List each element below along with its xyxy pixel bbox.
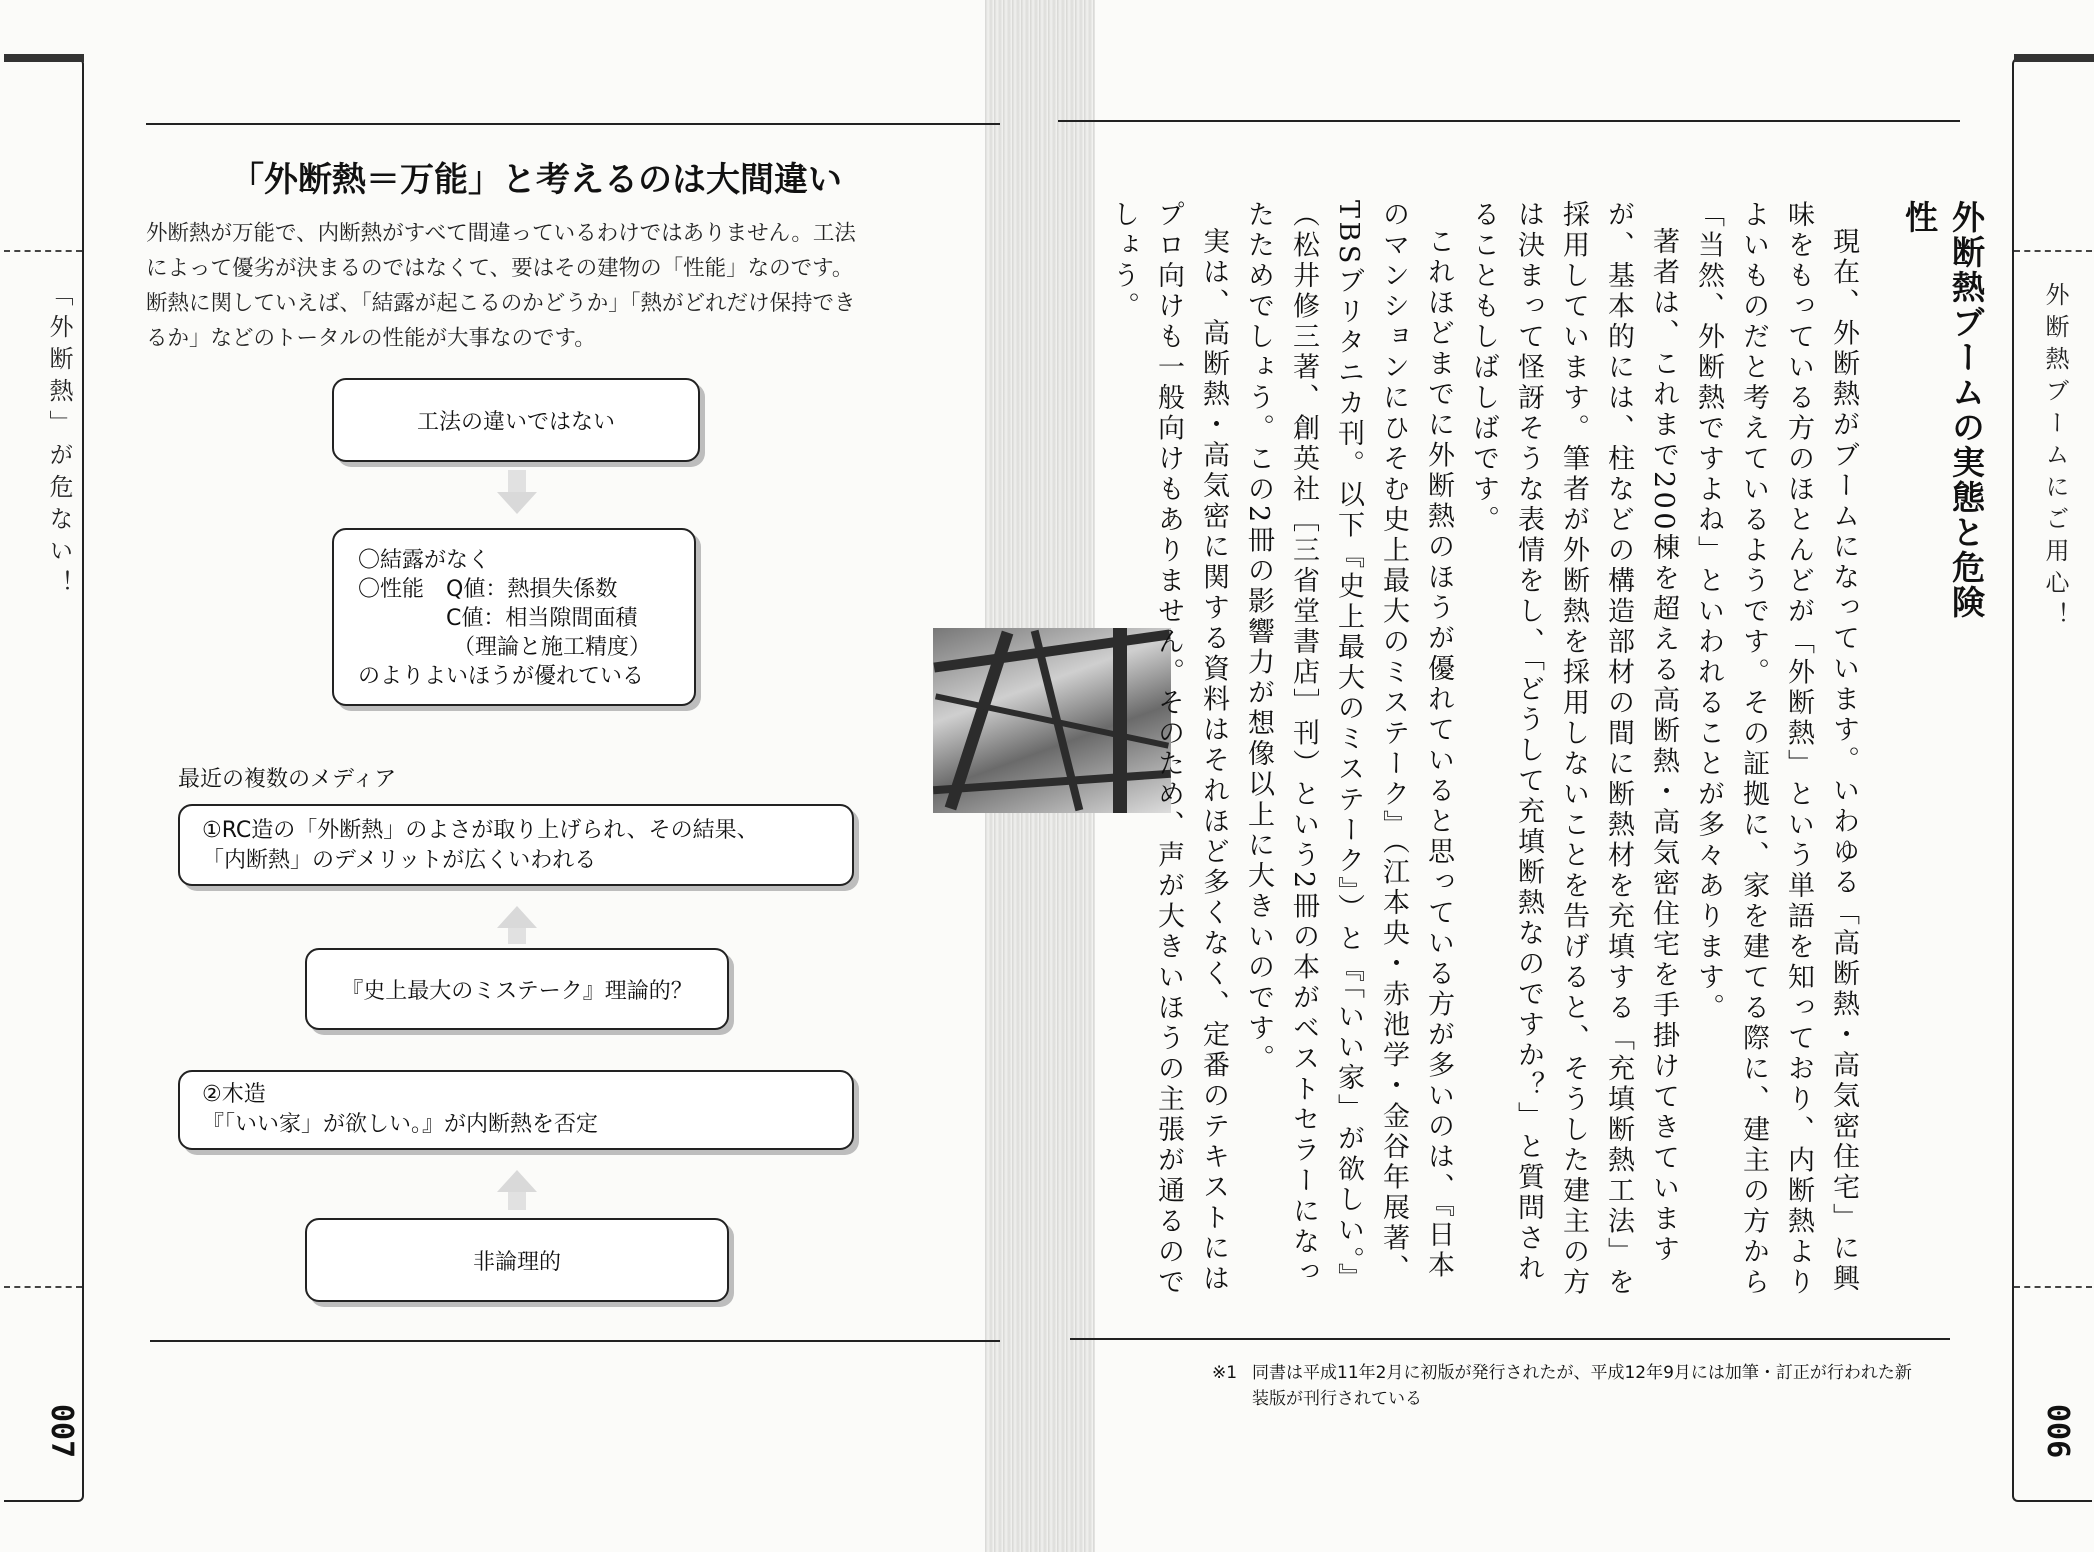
diagram-box-line: のよりよいほうが優れている: [358, 664, 645, 689]
intro-line: るか」などのトータルの性能が大事なのです。: [146, 326, 596, 351]
arrow-up-shaft: [508, 928, 526, 944]
diagram-box-line: ①RC造の「外断熱」のよさが取り上げられ、その結果、: [202, 818, 759, 843]
intro-text: [146, 216, 906, 356]
diagram-box-rc: [178, 804, 854, 886]
left-page-number: 007: [44, 1404, 79, 1459]
diagram-box-line: 『「いい家」が欲しい。』が内断熱を否定: [202, 1112, 599, 1137]
page-title: 「外断熱＝万能」と考えるのは大間違い: [230, 160, 842, 200]
diagram-box-text: 工法の違いではない: [416, 409, 615, 435]
diagram-box-text: 非論理的: [472, 1249, 561, 1275]
intro-line: 断熱に関していえば、「結露が起こるのかどうか」「熱がどれだけ保持でき: [146, 291, 856, 316]
right-tab-divider: [2014, 1286, 2092, 1288]
left-tab-divider: [4, 250, 82, 252]
diagram-box-performance: [332, 528, 696, 706]
arrow-up-icon: [497, 906, 537, 928]
right-tab-label: 外断熱ブームにご用心！: [2041, 282, 2069, 634]
body-paragraph: 現在、外断熱がブームになっています。いわゆる「高断熱・高気密住宅」に興味をもっている方のほとんどが「外断熱」という単語を知っており、内断熱よりよいものだと考えているようです。その証拠に、家を建てる際に、建主の方から「当然、外断熱ですよね」といわれることが多々あります。: [1693, 200, 1859, 1298]
section-heading: 外断熱ブームの実態と危険性: [1900, 200, 1986, 620]
diagram-box-wood: [178, 1070, 854, 1150]
arrow-down-icon: [497, 492, 537, 514]
footnote-mark: ※1: [1212, 1363, 1238, 1383]
media-label: 最近の複数のメディア: [178, 767, 397, 792]
diagram-box-line: C値：相当隙間面積: [358, 606, 638, 631]
body-paragraph: これほどまでに外断熱のほうが優れていると思っている方が多いのは、『日本のマンションにひそむ史上最大のミステーク』（江本央・赤池学・金谷年展著、TBSブリタニカ刊。以下『史上最大のミステーク』）と『「いい家」が欲しい。』（松井修三著、創英社［三省堂書店］刊）という2冊の本がベストセラーになったためでしょう。この2冊の影響力が想像以上に大きいのです。: [1243, 200, 1454, 1294]
body-paragraph: 著者は、これまで200棟を超える高断熱・高気密住宅を手掛けてきていますが、基本的には、柱などの構造部材の間に断熱材を充填する「充填断熱工法」を採用しています。筆者が外断熱を採用しないことを告げると、そうした建主の方は決まって怪訝そうな表情をし、「どうして充填断熱なのですか？」と質問されることもしばしばです。: [1468, 200, 1679, 1298]
diagram-box-line: ②木造: [202, 1082, 266, 1107]
diagram-box-illogical: [305, 1218, 729, 1302]
left-tab-label: 「外断熱」が危ない！: [45, 282, 73, 602]
right-bottom-rule: [1070, 1338, 1950, 1340]
footnote-line: 装版が刊行されている: [1252, 1389, 1422, 1409]
arrow-up-icon: [497, 1170, 537, 1192]
diagram-box-method: [332, 378, 700, 462]
diagram-box-line: 「内断熱」のデメリットが広くいわれる: [202, 848, 597, 873]
diagram-box-mistake: [305, 948, 729, 1030]
diagram-box-line: 〇結露がなく: [358, 548, 491, 573]
intro-line: 外断熱が万能で、内断熱がすべて間違っているわけではありません。工法: [146, 221, 856, 246]
arrow-down-shaft: [508, 470, 526, 492]
footnote-line: 同書は平成11年2月に初版が発行されたが、平成12年9月には加筆・訂正が行われた新: [1252, 1363, 1912, 1383]
right-page-number: 006: [2040, 1404, 2075, 1459]
left-bottom-rule: [150, 1340, 1000, 1342]
right-top-rule: [1058, 120, 1960, 122]
left-tab-divider: [4, 1286, 82, 1288]
right-tab-divider: [2014, 250, 2092, 252]
diagram-box-text: 『史上最大のミステーク』理論的？: [341, 978, 693, 1004]
diagram-box-line: 〇性能 Q値：熱損失係数: [358, 577, 618, 602]
footnote: [1212, 1360, 1952, 1412]
body-paragraph: 実は、高断熱・高気密に関する資料はそれほど多くなく、定番のテキストにはプロ向けも一般向けもありません。そのため、声が大きいほうの主張が通るのでしょう。: [1108, 200, 1229, 1298]
body-text: [1108, 200, 1866, 1310]
diagram-box-line: （理論と施工精度）: [358, 635, 651, 660]
intro-line: によって優劣が決まるのではなくて、要はその建物の「性能」なのです。: [146, 256, 854, 281]
left-top-rule: [146, 123, 1000, 125]
arrow-up-shaft: [508, 1192, 526, 1210]
